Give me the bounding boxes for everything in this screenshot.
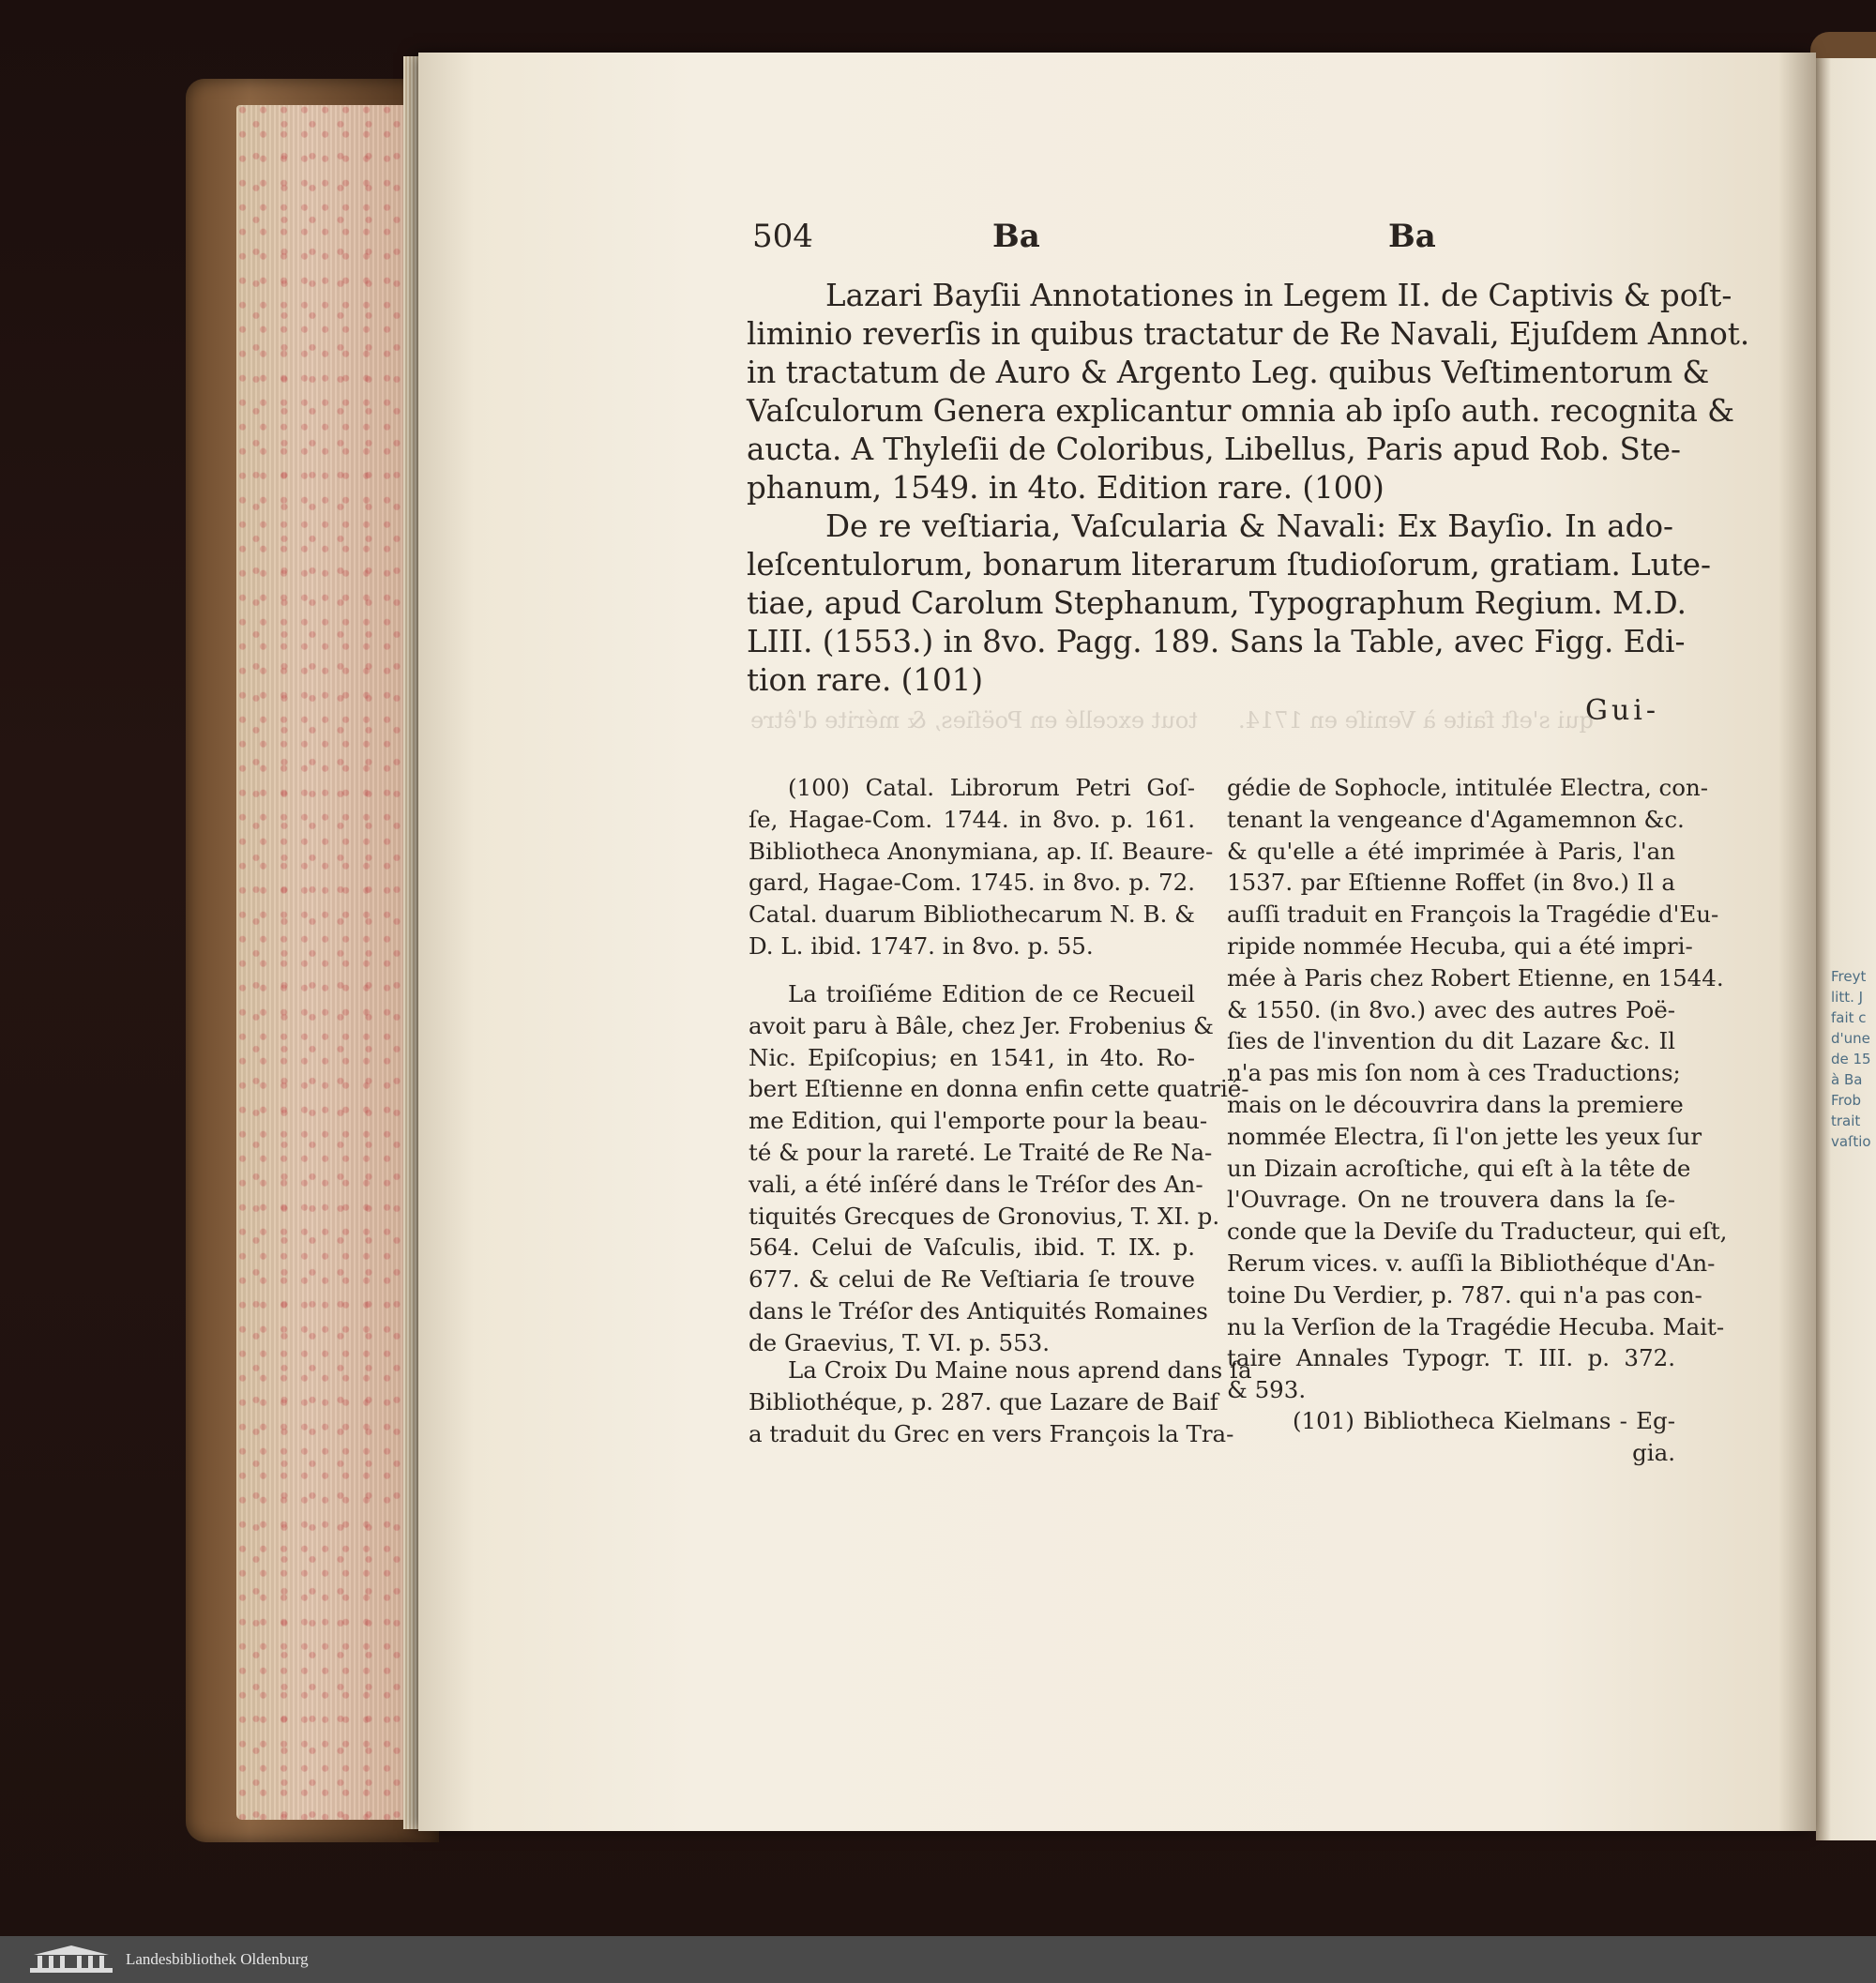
para-line: 1537. par Eſtienne Roffet (in 8vo.) Il a bbox=[1227, 869, 1675, 897]
note-line: (101) Bibliotheca Kielmans - Eg- bbox=[1293, 1407, 1675, 1434]
bibliographic-entry-2 bbox=[747, 507, 1711, 700]
entry-line: LIII. (1553.) in 8vo. Pagg. 189. Sans la Table, avec Figg. Edi- bbox=[747, 624, 1686, 659]
footnote-100 bbox=[749, 772, 1214, 962]
para-line: bert Eſtienne en donna enfin cette quatrié- bbox=[749, 1075, 1249, 1103]
note-line: D. L. ibid. 1747. in 8vo. p. 55. bbox=[749, 931, 1094, 960]
para-line: de Graevius, T. VI. p. 553. bbox=[749, 1328, 1051, 1356]
annotation-line: litt. J bbox=[1831, 989, 1864, 1006]
para-line: La Croix Du Maine nous aprend dans ſa bbox=[788, 1356, 1252, 1384]
running-head-left: Ba bbox=[992, 218, 1040, 255]
library-logo-icon bbox=[28, 1944, 114, 1975]
para-line: tiquités Grecques de Gronovius, T. XI. p. bbox=[749, 1202, 1220, 1230]
para-line: tenant la vengeance d'Agamemnon &c. bbox=[1227, 805, 1685, 833]
bleed-through-text: qui s'eſt faite à Veniſe en 1714. bbox=[1238, 707, 1594, 734]
entry-line: leſcentulorum, bonarum literarum ſtudioſorum, gratiam. Lute- bbox=[747, 547, 1711, 583]
running-head-right: Ba bbox=[1388, 218, 1436, 255]
para-line: Nic. Epiſcopius; en 1541, in 4to. Ro- bbox=[749, 1043, 1195, 1071]
para-line: & 1550. (in 8vo.) avec des autres Poë- bbox=[1227, 995, 1675, 1023]
note-line: gia. bbox=[1632, 1438, 1675, 1466]
entry-line: aucta. A Thyleſii de Coloribus, Libellus, Paris apud Rob. Ste- bbox=[747, 431, 1682, 467]
para-line: n'a pas mis ſon nom à ces Traductions; bbox=[1227, 1059, 1681, 1087]
para-line: un Dizain acroſtiche, qui eſt à la tête de bbox=[1227, 1154, 1691, 1182]
para-line: vali, a été inſéré dans le Tréſor des An- bbox=[749, 1170, 1203, 1198]
para-line: mais on le découvrira dans la premiere bbox=[1227, 1090, 1684, 1118]
para-line: dans le Tréſor des Antiquités Romaines bbox=[749, 1296, 1208, 1325]
annotation-line: trait bbox=[1831, 1113, 1861, 1129]
para-line: Rerum vices. v. auſſi la Bibliothéque d'An- bbox=[1227, 1249, 1716, 1277]
bibliographic-entry-1 bbox=[747, 277, 1750, 507]
page-number: 504 bbox=[752, 218, 813, 255]
para-line: ſies de l'invention du dit Lazare &c. Il bbox=[1227, 1027, 1675, 1055]
annotation-line: d'une bbox=[1831, 1030, 1870, 1047]
facing-page-sliver bbox=[1816, 58, 1876, 1840]
gutter-shadow bbox=[1778, 53, 1816, 1831]
annotation-line: vaſtio bbox=[1831, 1133, 1871, 1150]
para-line: & qu'elle a été imprimée à Paris, l'an bbox=[1227, 837, 1675, 865]
para-line: nommée Electra, ſi l'on jette les yeux ſur bbox=[1227, 1122, 1702, 1150]
para-line: me Edition, qui l'emporte pour la beau- bbox=[749, 1107, 1208, 1135]
para-line: ripide nommée Hecuba, qui a été impri- bbox=[1227, 931, 1693, 960]
para-line: l'Ouvrage. On ne trouvera dans la ſe- bbox=[1227, 1186, 1675, 1214]
entry-line: tiae, apud Carolum Stephanum, Typographum Regium. M.D. bbox=[747, 585, 1687, 621]
para-line: a traduit du Grec en vers François la Tra- bbox=[749, 1419, 1234, 1447]
note-line: ſe, Hagae-Com. 1744. in 8vo. p. 161. bbox=[749, 805, 1195, 833]
para-line: taire Annales Typogr. T. III. p. 372. bbox=[1227, 1344, 1675, 1372]
para-line: 677. & celui de Re Veſtiaria ſe trouve bbox=[749, 1265, 1195, 1294]
entry-line: De re veſtiaria, Vaſcularia & Navali: Ex Bayſio. In ado- bbox=[825, 508, 1673, 544]
para-line: 564. Celui de Vaſculis, ibid. T. IX. p. bbox=[749, 1234, 1195, 1262]
note-line: Catal. duarum Bibliothecarum N. B. & bbox=[749, 901, 1195, 929]
para-line: nu la Verſion de la Tragédie Hecuba. Mait- bbox=[1227, 1312, 1725, 1340]
footer-bar bbox=[0, 1936, 1876, 1983]
annotation-line: à Ba bbox=[1831, 1071, 1863, 1088]
library-name: Landesbibliothek Oldenburg bbox=[126, 1950, 309, 1968]
annotation-line: fait c bbox=[1831, 1009, 1867, 1026]
para-line: Bibliothéque, p. 287. que Lazare de Baif bbox=[749, 1387, 1218, 1415]
right-paragraph-1 bbox=[1227, 772, 1728, 1406]
entry-line: tion rare. (101) bbox=[747, 662, 984, 698]
footnote-101 bbox=[1293, 1405, 1675, 1469]
para-line: avoit paru à Bâle, chez Jer. Frobenius & bbox=[749, 1011, 1214, 1039]
entry-line: Lazari Bayſii Annotationes in Legem II. de Captivis & poſt- bbox=[825, 278, 1732, 313]
para-line: té & pour la rareté. Le Traité de Re Na- bbox=[749, 1138, 1213, 1166]
entry-line: in tractatum de Auro & Argento Leg. quibus Veſtimentorum & bbox=[747, 355, 1710, 390]
annotation-line: Freyt bbox=[1831, 968, 1867, 985]
note-line: gard, Hagae-Com. 1745. in 8vo. p. 72. bbox=[749, 869, 1195, 897]
note-line: Bibliotheca Anonymiana, ap. Iſ. Beaure- bbox=[749, 837, 1214, 865]
annotation-line: Frob bbox=[1831, 1092, 1862, 1109]
note-line: (100) Catal. Librorum Petri Goſ- bbox=[788, 774, 1195, 801]
para-line: & 593. bbox=[1227, 1376, 1307, 1404]
catchword: Gui- bbox=[1585, 694, 1660, 727]
left-paragraph-2 bbox=[749, 1355, 1252, 1449]
annotation-line: de 15 bbox=[1831, 1051, 1871, 1067]
para-line: gédie de Sophocle, intitulée Electra, con- bbox=[1227, 774, 1709, 801]
para-line: mée à Paris chez Robert Etienne, en 1544. bbox=[1227, 963, 1724, 992]
para-line: auſſi traduit en François la Tragédie d'Eu- bbox=[1227, 901, 1719, 929]
para-line: La troiſiéme Edition de ce Recueil bbox=[788, 980, 1195, 1007]
bleed-through-text: tout excellé en Poëſies, & mérite d'être bbox=[750, 707, 1198, 734]
entry-line: phanum, 1549. in 4to. Edition rare. (100) bbox=[747, 470, 1384, 506]
entry-line: Vaſculorum Genera explicantur omnia ab ipſo auth. recognita & bbox=[747, 393, 1735, 429]
left-paragraph-1 bbox=[749, 978, 1249, 1359]
entry-line: liminio reverſis in quibus tractatur de Re Navali, Ejuſdem Annot. bbox=[747, 316, 1750, 352]
margin-annotation bbox=[1831, 966, 1876, 1152]
para-line: toine Du Verdier, p. 787. qui n'a pas con- bbox=[1227, 1280, 1702, 1309]
para-line: conde que la Deviſe du Traducteur, qui eſt, bbox=[1227, 1218, 1728, 1246]
page-edges bbox=[236, 105, 413, 1820]
